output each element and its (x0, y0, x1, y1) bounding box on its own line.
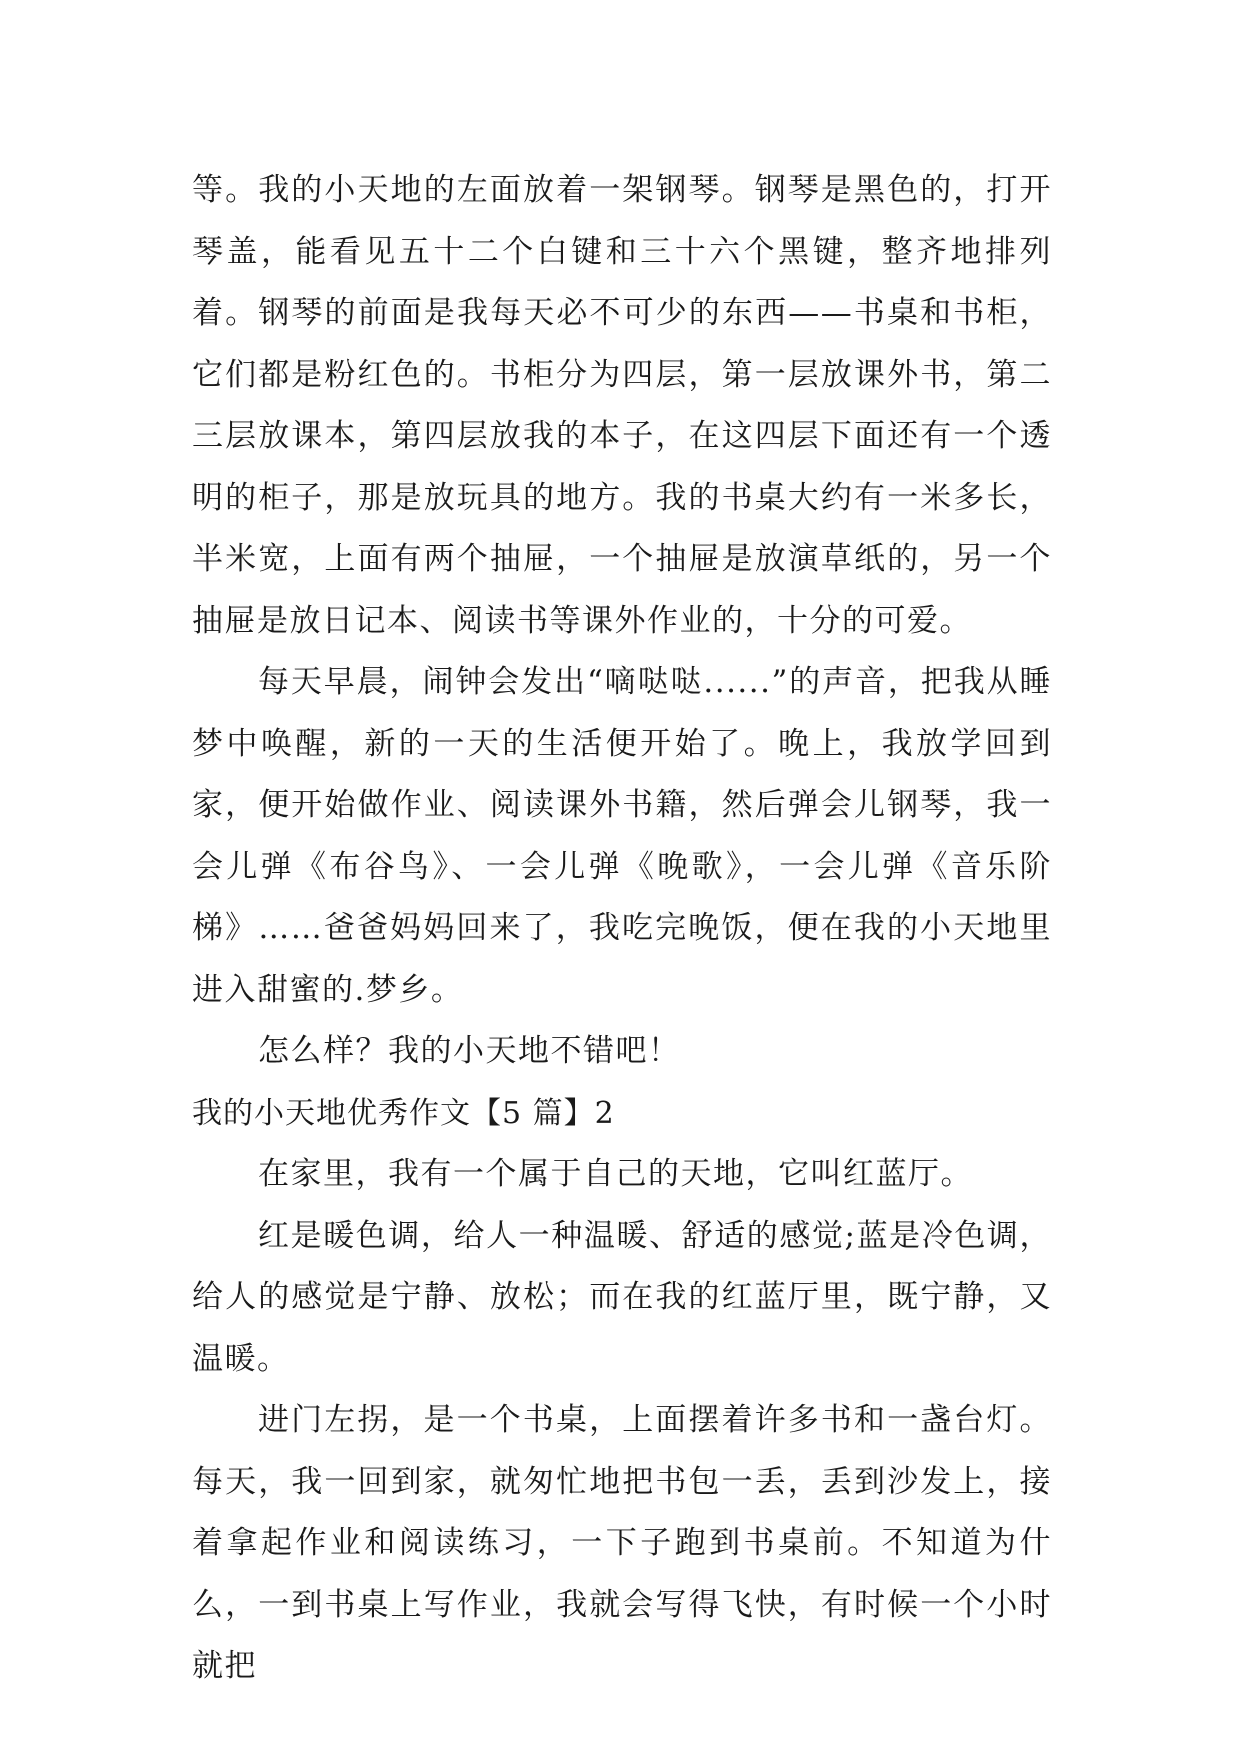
paragraph-4: 在家里，我有一个属于自己的天地，它叫红蓝厅。 (258, 1156, 973, 1192)
paragraph-1: 等。我的小天地的左面放着一架钢琴。钢琴是黑色的，打开琴盖，能看见五十二个白键和三十六个黑键，整齐地排列着。钢琴的前面是我每天必不可少的东西——书桌和书柜，它们都是粉红色的。书柜分为四层，第一层放课外书，第二三层放课本，第四层放我的本子，在这四层下面还有一个透明的柜子，那是放玩具的地方。我的书桌大约有一米多长，半米宽，上面有两个抽屉，一个抽屉是放演草纸的，另一个抽屉是放日记本、阅读书等课外作业的，十分的可爱。 (192, 172, 1052, 639)
paragraph-6: 进门左拐，是一个书桌，上面摆着许多书和一盏台灯。每天，我一回到家，就匆忙地把书包一丢，丢到沙发上，接着拿起作业和阅读练习，一下子跑到书桌前。不知道为什么，一到书桌上写作业，我就会写得飞快，有时候一个小时就把 (192, 1402, 1052, 1684)
paragraph-3: 怎么样？我的小天地不错吧！ (258, 1033, 681, 1069)
paragraph-5: 红是暖色调，给人一种温暖、舒适的感觉;蓝是冷色调，给人的感觉是宁静、放松；而在我的红蓝厅里，既宁静，又温暖。 (192, 1217, 1052, 1377)
document-body (192, 160, 1052, 1698)
section-heading: 我的小天地优秀作文【5 篇】2 (192, 1095, 615, 1131)
paragraph-2: 每天早晨，闹钟会发出“嘀哒哒......”的声音，把我从睡梦中唤醒，新的一天的生活便开始了。晚上，我放学回到家，便开始做作业、阅读课外书籍，然后弹会儿钢琴，我一会儿弹《布谷鸟》、一会儿弹《晚歌》，一会儿弹《音乐阶梯》……爸爸妈妈回来了，我吃完晚饭，便在我的小天地里进入甜蜜的.梦乡。 (192, 664, 1052, 1008)
